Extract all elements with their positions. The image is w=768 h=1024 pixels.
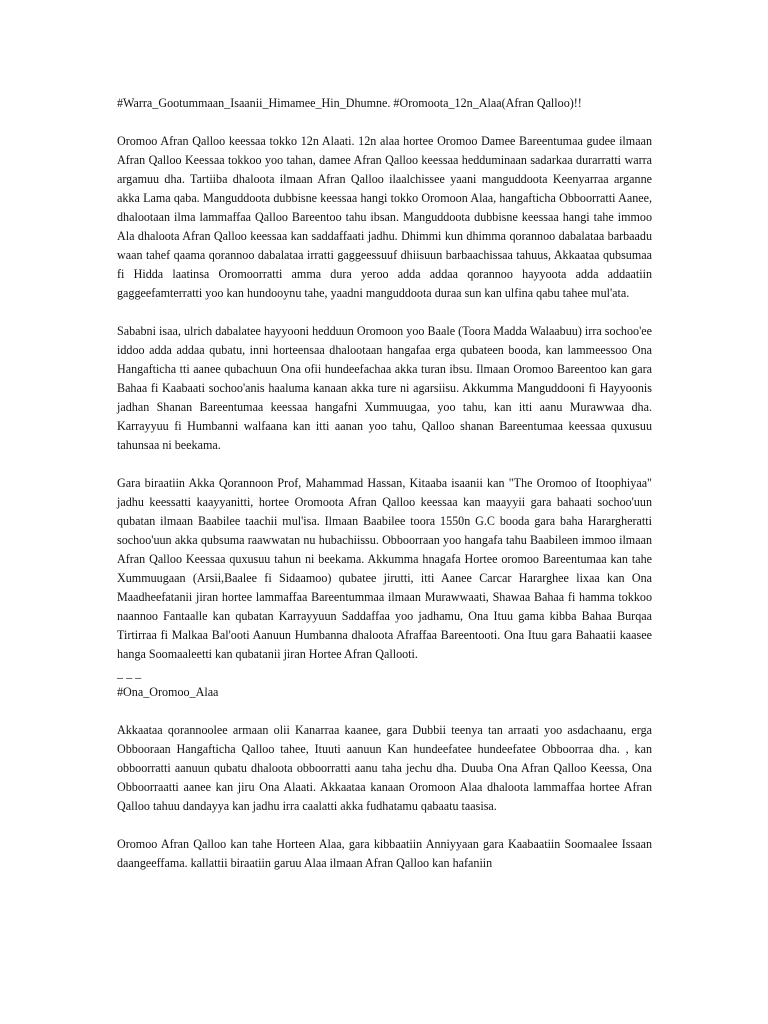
section-separator: _ _ _ [117,666,142,680]
paragraph-5: Oromoo Afran Qalloo kan tahe Horteen Alaa, gara kibbaatiin Anniyyaan gara Kaabaatiin Soomaalee Issaan daangeeffama. kallattii biraatiin garuu Alaa ilmaan Afran Qalloo kan hafaniin [117,837,652,870]
paragraph-3: Gara biraatiin Akka Qorannoon Prof, Mahammad Hassan, Kitaaba isaanii kan "The Oromoo of Itoophiyaa" jadhu keessatti kaayyanitti, hortee Oromoota Afran Qalloo keessaa kan maayyii gara bahaati sochoo'uun qubatan ilmaan Baabilee taachii mul'isa. Ilmaan Baabilee toora 1550n G.C booda gara baha Harargheratti sochoo'uun akka qubsuma raawwatan nu hubachiissu. Obboorraan yoo hangafa tahu Baabileen immoo ilmaan Afran Qalloo Keessaa quxusuu tahun ni beekama. Akkumma hnagafa Hortee oromoo Bareentumaa kan tahe Xummuugaan (Arsii,Baalee fi Sidaamoo) qubatee jirutti, itti Aanee Carcar Hararghee lixaa kan Ona Maadheefatanii jiran hortee lammaffaa Bareentummaa ilmaan Murawwaati, Shawaa Bahaa fi hamma tokkoo naannoo Fantaalle kan qubatan Karrayyuun Saddaffaa yoo jadhamu, Ona Ituu gama kibba Bahaa Burqaa Tirtirraa fi Malkaa Bal'ooti Aanuun Humbanna dhaloota Afraffaa Bareentooti. Ona Ituu gara Bahaatii kaasee hanga Soomaaleetti kan qubatanii jiran Hortee Afran Qallooti. [117,476,652,661]
paragraph-4: Akkaataa qorannoolee armaan olii Kanarraa kaanee, gara Dubbii teenya tan arraati yoo asdachaanu, erga Obbooraan Hangafticha Qalloo tahee, Ituuti aanuun Kan hundeefatee hundeefatee Obboorraa dha. , kan obboorratti aanuun qubatu dhaloota obboorratti aanu taha jechu dha. Duuba Ona Afran Qalloo Keessa, Ona Obboorraatti aanee kan jiru Ona Alaati. Akkaataa kanaan Oromoon Alaa dhaloota lammaffaa hortee Afran Qalloo tahuu dandayya kan jadhu irra caalatti akka fudhatamu qabaatu taasisa. [117,723,652,813]
document-page [117,94,652,892]
paragraph-2: Sababni isaa, ulrich dabalatee hayyooni hedduun Oromoon yoo Baale (Toora Madda Walaabuu) irra sochoo'ee iddoo adda addaa qubatu, inni horteensaa dhalootaan hangafaa erga qubateen booda, kan lammeessoo Ona Hangafticha tti aanee qubachuun Ona ofii hundeefachaa akka turan ibsu. Ilmaan Oromoo Bareentoo kan gara Bahaa fi Kaabaati sochoo'anis haaluma kanaan akka ture ni agarsiisu. Akkumma Manguddooni fi Hayyoonis jadhan Shanan Bareentumaa keessaa hangafni Xummuugaa, yoo tahu, kan itti aanu Murawwaa dha. Karrayyuu fi Humbanni walfaana kan itti aanan yoo tahu, Qalloo shanan Bareentumaa keessaa quxusuu tahunsaa ni beekama. [117,324,652,452]
document-heading: #Warra_Gootummaan_Isaanii_Himamee_Hin_Dhumne. #Oromoota_12n_Alaa(Afran Qalloo)!! [117,96,582,110]
section-subheading: #Ona_Oromoo_Alaa [117,685,219,699]
paragraph-1: Oromoo Afran Qalloo keessaa tokko 12n Alaati. 12n alaa hortee Oromoo Damee Bareentumaa gudee ilmaan Afran Qalloo Keessaa tokkoo yoo tahan, damee Afran Qalloo keessaa hedduminaan sadarkaa durarratti warra argamuu dha. Tartiiba dhaloota ilmaan Afran Qalloo ilaalchissee yaani manguddoota Keenyarraa arganne akka Lama qaba. Manguddoota dubbisne keessaa hangi tokko Oromoon Alaa, hangafticha Obboorratti Aanee, dhalootaan ilma lammaffaa Qalloo Bareentoo tahu ibsan. Manguddoota dubbisne keessaa hangi tahe immoo Ala dhaloota Afran Qalloo keessaa kan saddaffaati jadhu. Dhimmi kun dhimma qorannoo dabalataa barbaadu waan tahef qaama qorannoo dabalataa irratti gaggeessuuf dhiisuun barbaachissaa tahuus, Akkaataa qubsumaa fi Hidda laatinsa Oromoorratti amma dura yeroo adda addaa qorannoo hayyoota adda addaatiin gaggeefamterratti yoo kan hundooynu tahe, yaadni manguddoota duraa sun kan ulfina qabu tahee mul'ata. [117,134,652,300]
